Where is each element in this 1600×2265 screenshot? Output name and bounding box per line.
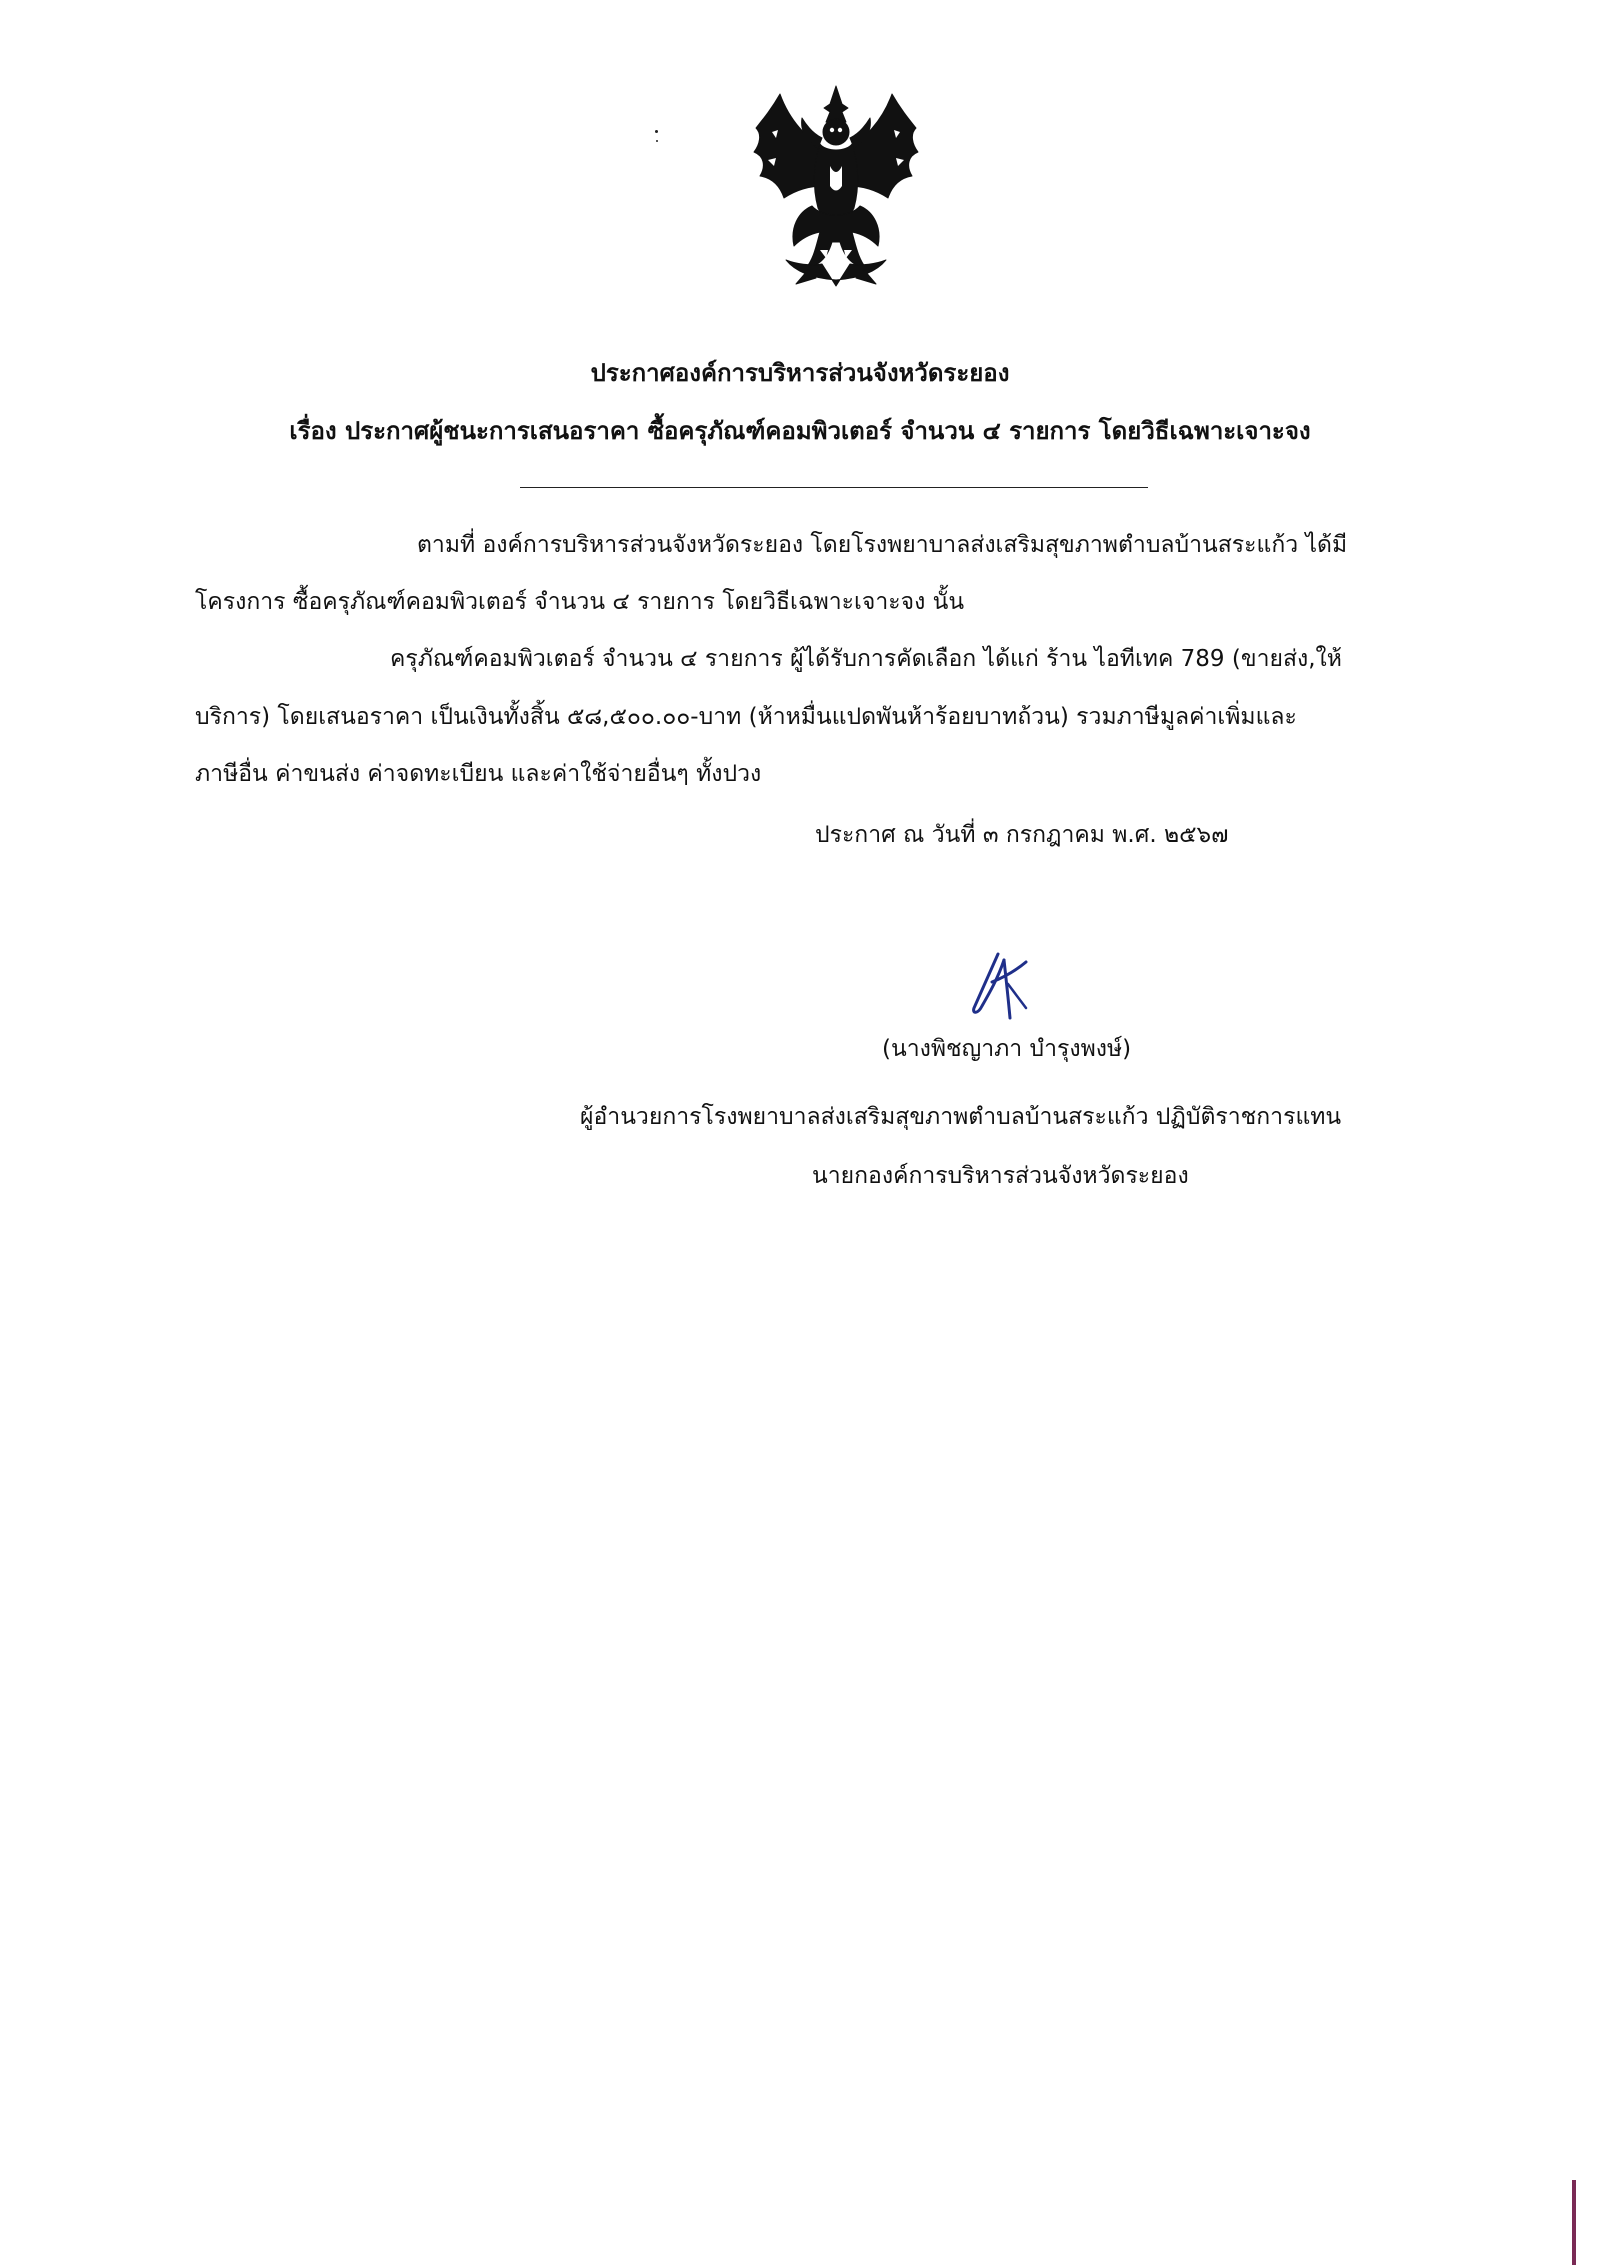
announcement-title: ประกาศองค์การบริหารส่วนจังหวัดระยอง — [590, 359, 1010, 387]
signatory-position-line-2: นายกองค์การบริหารส่วนจังหวัดระยอง — [812, 1163, 1189, 1189]
announcement-subject: เรื่อง ประกาศผู้ชนะการเสนอราคา ซื้อครุภัณฑ์คอมพิวเตอร์ จำนวน ๔ รายการ โดยวิธีเฉพาะเจาะจง — [289, 417, 1311, 445]
garuda-emblem-icon — [750, 82, 922, 290]
scan-speck — [656, 140, 658, 142]
scan-speck — [655, 130, 658, 133]
scan-edge-mark — [1572, 2180, 1576, 2265]
body-paragraph-1-line-1: ตามที่ องค์การบริหารส่วนจังหวัดระยอง โดยโรงพยาบาลส่งเสริมสุขภาพตำบลบ้านสระแก้ว ได้มี — [417, 532, 1348, 558]
handwritten-signature-icon — [968, 948, 1032, 1028]
body-paragraph-2-line-2: บริการ) โดยเสนอราคา เป็นเงินทั้งสิ้น ๕๘,๕๐๐.๐๐-บาท (ห้าหมื่นแปดพันห้าร้อยบาทถ้วน) รวมภาษีมูลค่าเพิ่มและ — [195, 704, 1297, 730]
announcement-date: ประกาศ ณ วันที่ ๓ กรกฎาคม พ.ศ. ๒๕๖๗ — [815, 822, 1229, 848]
body-paragraph-1-line-2: โครงการ ซื้อครุภัณฑ์คอมพิวเตอร์ จำนวน ๔ รายการ โดยวิธีเฉพาะเจาะจง นั้น — [195, 589, 965, 615]
body-paragraph-2-line-3: ภาษีอื่น ค่าขนส่ง ค่าจดทะเบียน และค่าใช้จ่ายอื่นๆ ทั้งปวง — [195, 761, 762, 787]
signatory-name: (นางพิชญาภา บำรุงพงษ์) — [882, 1036, 1132, 1062]
heading-divider — [520, 487, 1148, 488]
body-paragraph-2-line-1: ครุภัณฑ์คอมพิวเตอร์ จำนวน ๔ รายการ ผู้ได้รับการคัดเลือก ได้แก่ ร้าน ไอทีเทค 789 (ขายส่ง,ให้ — [390, 646, 1342, 672]
signatory-position-line-1: ผู้อำนวยการโรงพยาบาลส่งเสริมสุขภาพตำบลบ้านสระแก้ว ปฏิบัติราชการแทน — [580, 1104, 1342, 1130]
